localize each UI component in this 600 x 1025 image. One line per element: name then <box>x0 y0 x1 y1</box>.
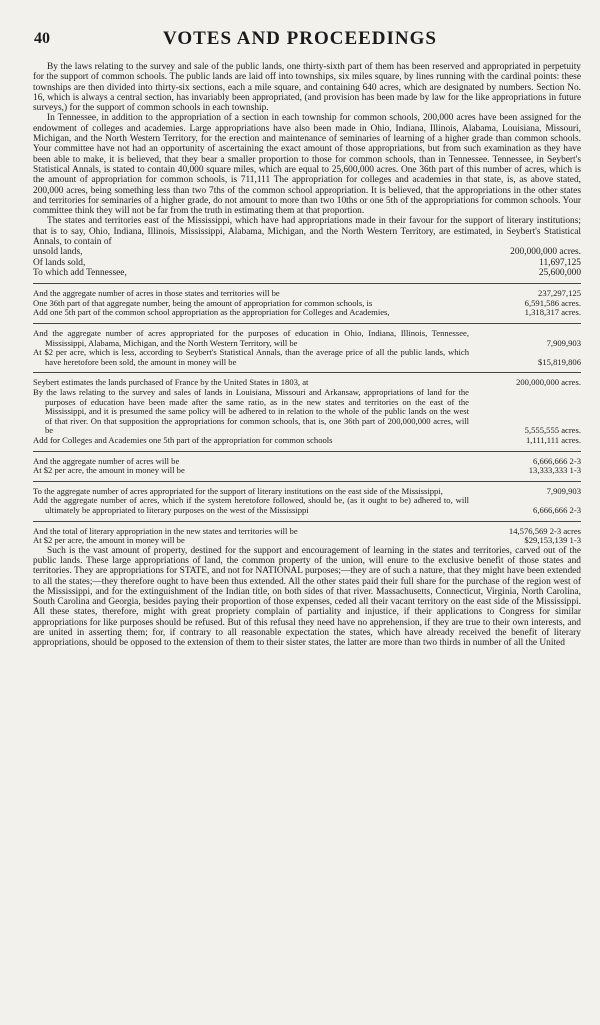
row-label: To the aggregate number of acres appropriated for the support of literary institutions on the east side of the Mississippi, <box>33 485 443 496</box>
row-label: To which add Tennessee, <box>33 267 127 278</box>
divider <box>33 372 581 373</box>
divider <box>33 283 581 284</box>
row-value: 6,666,666 2-3 <box>533 455 581 466</box>
row-label: Add for Colleges and Academies one 5th part of the appropriation for common schools <box>33 434 333 445</box>
divider <box>33 521 581 522</box>
row-value: 11,697,125 <box>539 257 581 268</box>
paragraph-public-lands: By the laws relating to the survey and sale of the public lands, one thirty-sixth part of them has been reserved and appropriated in perpetuity for the support of common schools. The public lands are laid off into townships, six miles square, by lines running with the cardinal points: these townships are then divided into thirty-six sections, each a mile square, and containing 640 acres, which are designated by numbers. Section No. 16, which is always a central section, has invariably been appropriated, (and provision has been made by law for the like appropriations in future surveys,) for the support of common schools in each township. <box>33 62 581 114</box>
row-value: $29,153,139 1-3 <box>524 535 581 546</box>
row-label: unsold lands, <box>33 247 83 258</box>
row-label: One 36th part of that aggregate number, being the amount of appropriation for common schools, is <box>33 297 373 308</box>
table-row <box>33 268 581 278</box>
row-value: 25,600,000 <box>538 267 581 278</box>
row-label: At $2 per acre, the amount in money will be <box>33 465 185 476</box>
row-value: 5,555,555 acres. <box>524 425 581 436</box>
row-value: 200,000,000 acres. <box>516 377 581 388</box>
row-value: 1,111,111 acres. <box>525 434 581 445</box>
table-row <box>33 466 581 476</box>
paragraph-states-east: The states and territories east of the Mississippi, which have had appropriations made in their favour for the support of literary institutions; that is to say, Ohio, Indiana, Illinois, Mississippi, Alabama, Michigan, and the North Western Territory, are estimated, in Seybert's Statistical Annals, to contain of <box>33 216 581 248</box>
table-row <box>33 329 581 348</box>
table-row <box>33 536 581 546</box>
row-label: And the aggregate number of acres in those states and territories will be <box>33 288 280 299</box>
row-label: And the aggregate number of acres will be <box>33 455 180 466</box>
document-body <box>33 62 581 649</box>
row-value: 237,297,125 <box>538 288 581 299</box>
row-value: 200,000,000 acres. <box>510 247 581 258</box>
row-label: Of lands sold, <box>33 257 86 268</box>
row-value: 6,591,586 acres. <box>524 297 581 308</box>
row-label: At $2 per acre, which is less, according to Seybert's Statistical Annals, than the average price of all the public lands, which have heretofore been sold, the amount in money will be <box>33 347 469 367</box>
divider <box>33 323 581 324</box>
table-row <box>33 247 581 257</box>
table-row <box>33 308 581 318</box>
row-value: 1,318,317 acres. <box>524 307 581 318</box>
row-label: And the total of literary appropriation in the new states and territories will be <box>33 525 298 536</box>
row-label: Add one 5th part of the common school appropriation as the appropriation for Colleges and Academies, <box>33 307 390 318</box>
row-value: $15,819,806 <box>538 356 581 367</box>
table-row <box>33 496 581 515</box>
paragraph-closing: Such is the vast amount of property, destined for the support and encouragement of learning in the states and territories, carved out of the public lands. These large appropriations of land, the common property of the union, will enure to the exclusive benefit of those states and territories. They are appropriations for STATE, and not for NATIONAL purposes;—they are of such a nature, that they might have been extended to all the states;—they therefore ought to have been thus extended. All the other states paid their full share for the purchase of the region west of the Mississippi, and for the extinguishment of the Indian title, on both sides of that river. Massachusetts, Connecticut, Virginia, North Carolina, South Carolina and Georgia, besides paying their proportion of those expenses, ceded all their vacant territory on the east side of the Mississippi. All these states, therefore, might with great propriety complain of partiality and injustice, if their applications to Congress for similar appropriations for like purposes should be refused. But of this refusal they need have no apprehension, if they are true to their own interests, and are united in asserting them; for, if contrary to all reasonable expectation the states, which have already received the benefit of literary appropriations, should be opposed to the extension of them to their sister states, the latter are more than two thirds in number of all the United <box>33 545 581 649</box>
row-label: At $2 per acre, the amount in money will be <box>33 535 185 546</box>
table-row <box>33 258 581 268</box>
row-value: 6,666,666 2-3 <box>533 504 581 515</box>
row-label: Seybert estimates the lands purchased of France by the United States in 1803, at <box>33 377 309 388</box>
table-row <box>33 388 581 436</box>
row-label: And the aggregate number of acres appropriated for the purposes of education in Ohio, Indiana, Illinois, Tennessee, Mississippi, Alabama, Michigan, and the North Western Territory, will be <box>33 328 469 348</box>
row-value: 13,333,333 1-3 <box>528 465 581 476</box>
row-value: 7,909,903 <box>546 337 581 348</box>
paragraph-tennessee: In Tennessee, in addition to the appropriation of a section in each township for common schools, 200,000 acres have been assigned for the endowment of colleges and academies. Large appropriations have also been made in Ohio, Indiana, Illinois, Alabama, Louisiana, Missouri, Michigan, and the North Western Territory, for the erection and maintenance of seminaries of learning of a higher grade than common schools. Your committee have not had an opportunity of ascertaining the exact amount of those appropriations, but from such examination as they have been able to make, it is believed, that they bear a smaller proportion to those for common schools, than in Tennessee. Tennessee, in Seybert's Statistical Annals, is stated to contain 40,000 square miles, which are equal to 25,600,000 acres. One 36th part of this number of acres, which is the amount of appropriation for common schools, is 711,111 The appropriation for colleges and academies in that state, is, as above stated, 200,000 acres, being something less than two 7ths of the common school appropriation. It is believed, that the appropriations in the other states and territories for seminaries of a higher grade, do not amount to more than two 10ths or one 5th of the appropriations for common schools. Your committee think they will not be far from the truth in estimating them at that proportion. <box>33 113 581 217</box>
divider <box>33 481 581 482</box>
table-row <box>33 436 581 446</box>
divider <box>33 451 581 452</box>
row-value: 14,576,569 2-3 acres <box>508 525 581 536</box>
row-value: 7,909,903 <box>546 485 581 496</box>
row-label: By the laws relating to the survey and sales of lands in Louisiana, Missouri and Arkansaw, appropriations of land for the purposes of education have been made after the same ratio, as in the new states and territories on the east of the Mississippi, and it is presumed the same policy will be adhered to in relation to the whole of the public lands on the west of that river. On that supposition the appropriations for common schools, that is, one 36th part of 200,000,000 acres, will be <box>33 386 469 436</box>
table-row <box>33 348 581 367</box>
row-label: Add the aggregate number of acres, which if the system heretofore followed, should be, (as it ought to be) adhered to, will ultimately be appropriated to literary purposes on the west of the Mississippi <box>33 495 469 515</box>
page-number: 40 <box>34 30 50 47</box>
page-title: VOTES AND PROCEEDINGS <box>162 28 437 49</box>
